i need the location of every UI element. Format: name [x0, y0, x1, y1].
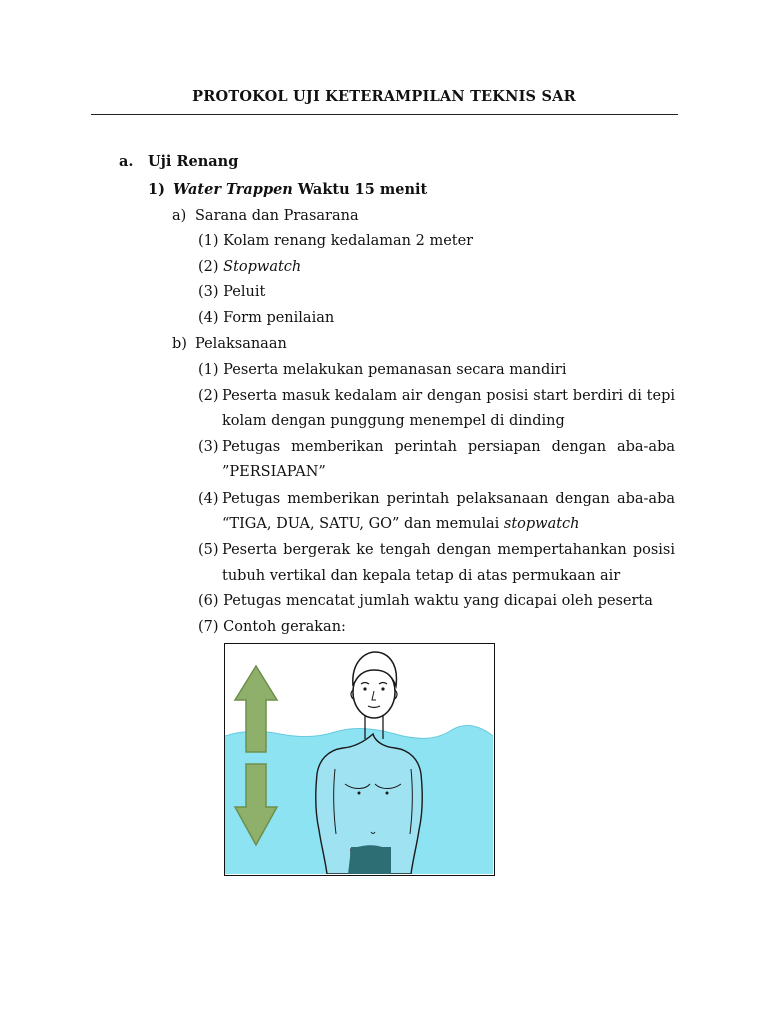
- item-number: (5): [198, 542, 219, 558]
- procedure-marker: b): [172, 336, 187, 352]
- item-text: Petugas memberikan perintah pelaksanaan dengan aba-aba: [222, 491, 675, 507]
- list-item: [198, 282, 265, 302]
- item-number: (3): [198, 439, 219, 455]
- item-text: Peserta masuk kedalam air dengan posisi start berdiri di tepi: [222, 388, 675, 404]
- item-number: (3): [198, 284, 219, 300]
- facilities-heading: Sarana dan Prasarana: [195, 208, 359, 224]
- item-text-italic: stopwatch: [503, 516, 580, 532]
- list-item: [198, 257, 301, 277]
- list-item: [198, 360, 566, 380]
- list-item: [198, 308, 334, 328]
- list-item: [198, 591, 653, 611]
- item-number: (4): [198, 491, 219, 507]
- item-text: Petugas mencatat jumlah waktu yang dicapai oleh peserta: [223, 593, 653, 609]
- item-number: (4): [198, 310, 219, 326]
- illustration-svg: [225, 644, 493, 874]
- item-number: (1): [198, 362, 219, 378]
- item-text-continued: tubuh vertikal dan kepala tetap di atas permukaan air: [222, 568, 621, 584]
- item-number: (7): [198, 619, 219, 635]
- item-text: Peserta bergerak ke tengah dengan mempertahankan posisi: [222, 542, 675, 558]
- item-text: Form penilaian: [223, 310, 335, 326]
- item-text: Petugas memberikan perintah persiapan dengan aba-aba: [222, 439, 675, 455]
- item-text-continued: kolam dengan punggung menempel di dinding: [222, 413, 565, 429]
- title-divider: [91, 114, 678, 115]
- item-text-part: “TIGA, DUA, SATU, GO” dan memulai: [222, 516, 504, 532]
- item-number: (2): [198, 259, 219, 275]
- section-heading: Uji Renang: [148, 153, 239, 170]
- subsection-heading: [173, 180, 427, 200]
- facilities-marker: a): [172, 208, 187, 224]
- movement-illustration: [224, 643, 495, 876]
- subsection-heading-italic: Water Trappen: [173, 181, 293, 198]
- item-number: (6): [198, 593, 219, 609]
- subsection-heading-rest: Waktu 15 menit: [292, 181, 428, 198]
- section-marker: a.: [119, 153, 134, 170]
- document-title: PROTOKOL UJI KETERAMPILAN TEKNIS SAR: [192, 88, 576, 105]
- list-item: [198, 231, 473, 251]
- procedure-heading: Pelaksanaan: [195, 336, 287, 352]
- item-text: Kolam renang kedalaman 2 meter: [223, 233, 474, 249]
- item-text: Contoh gerakan:: [223, 619, 346, 635]
- item-text: Stopwatch: [223, 259, 302, 275]
- subsection-marker: 1): [148, 181, 165, 198]
- item-text: Peserta melakukan pemanasan secara mandiri: [223, 362, 567, 378]
- item-number: (2): [198, 388, 219, 404]
- item-text-continued: ”PERSIAPAN”: [222, 464, 326, 480]
- list-item: [198, 617, 346, 637]
- item-text-continued: [222, 514, 580, 534]
- item-number: (1): [198, 233, 219, 249]
- item-text: Peluit: [223, 284, 266, 300]
